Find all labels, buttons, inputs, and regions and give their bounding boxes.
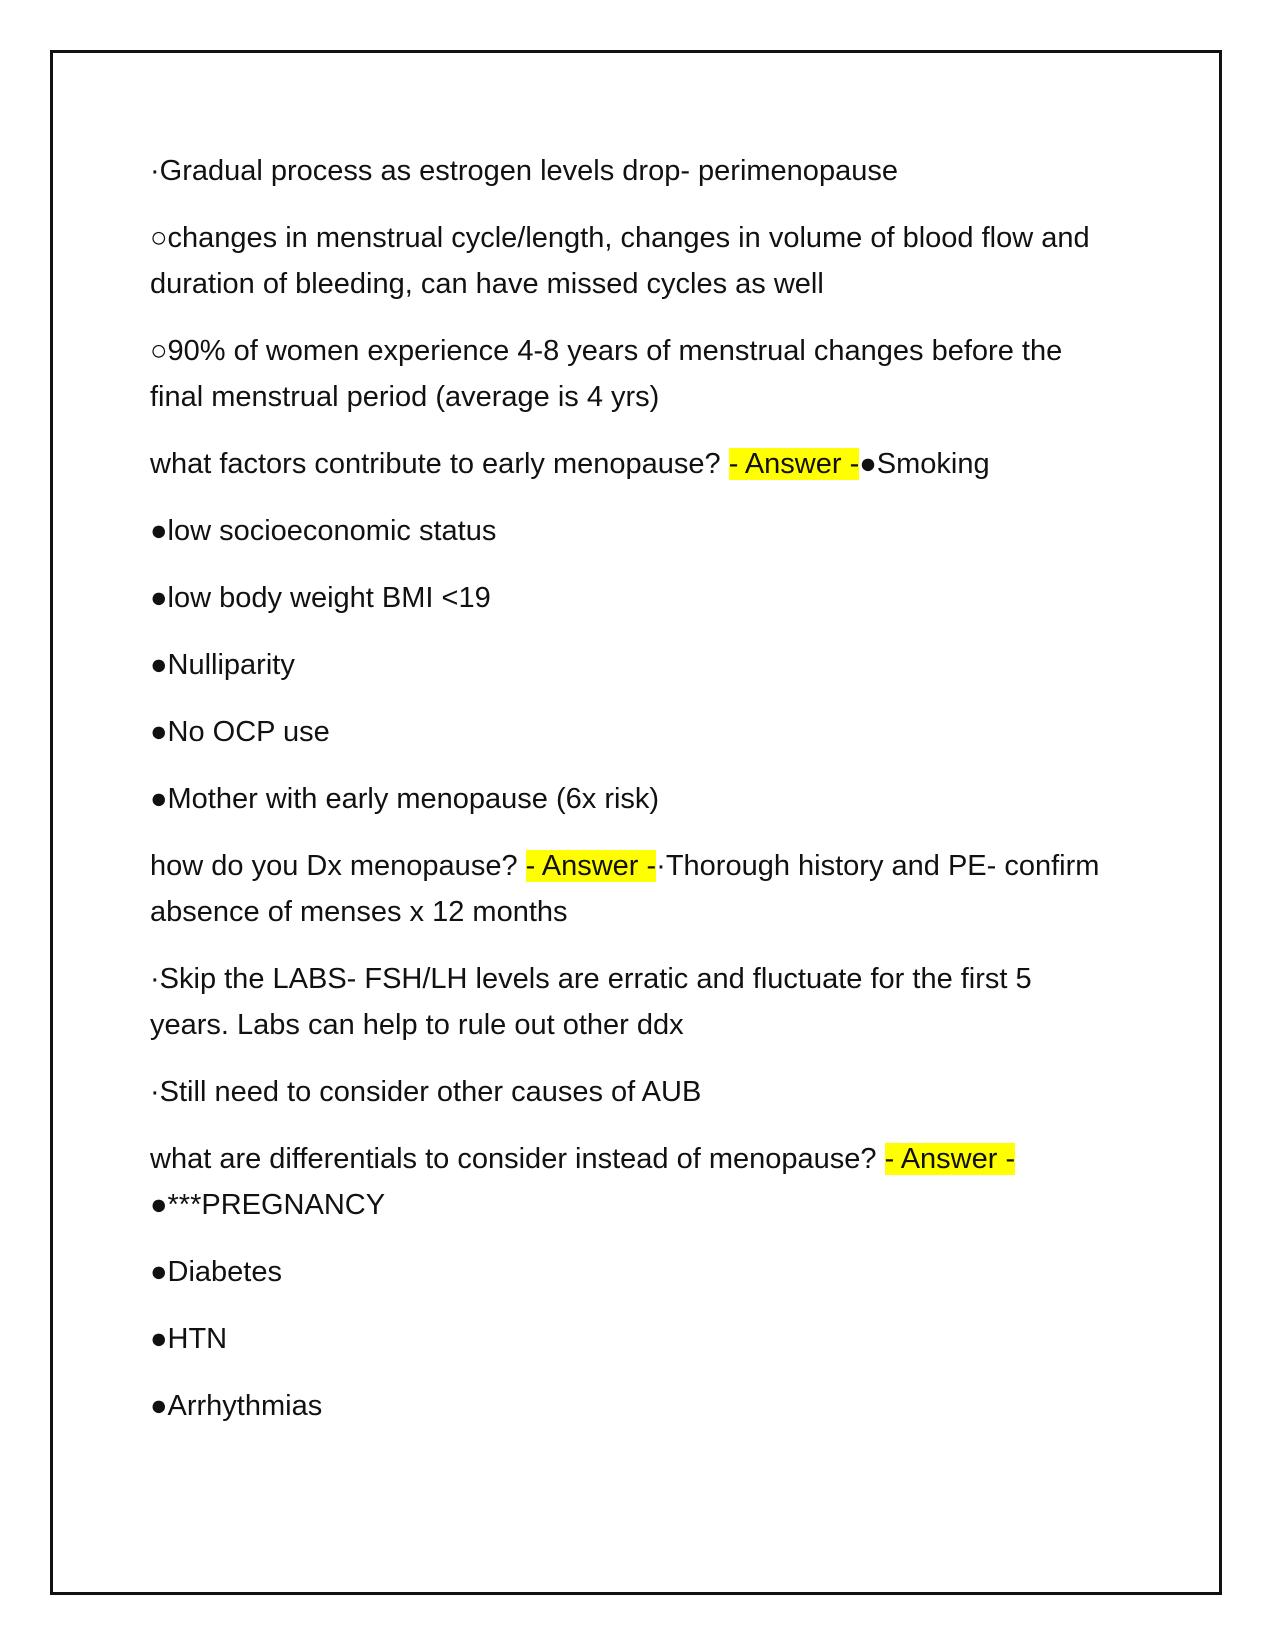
note-line [150,215,1110,307]
question-text: how do you Dx menopause? [150,850,526,882]
question-line [150,441,1110,487]
answer-marker-highlight: - Answer - [884,1143,1016,1175]
note-text: ●Nulliparity [150,649,295,681]
note-text: ·Gradual process as estrogen levels drop- perimenopause [150,155,898,187]
answer-marker-highlight: - Answer - [728,448,860,480]
note-line [150,1383,1110,1429]
note-line [150,575,1110,621]
answer-marker-highlight: - Answer - [525,850,657,882]
question-line [150,843,1110,935]
document-body [150,148,1110,1450]
note-line [150,1069,1110,1115]
note-text: ●low socioeconomic status [150,515,497,547]
answer-text: ·Thorough history and PE- confirm absence of menses x 12 months [150,850,1100,928]
answer-text: ●Smoking [859,448,990,480]
note-line [150,508,1110,554]
answer-text: ●***PREGNANCY [150,1189,386,1221]
note-line [150,328,1110,420]
note-text: ●HTN [150,1323,228,1355]
note-line [150,148,1110,194]
note-line [150,642,1110,688]
note-text: ●Arrhythmias [150,1390,323,1422]
note-line [150,776,1110,822]
note-text: ●Diabetes [150,1256,282,1288]
note-text: ●Mother with early menopause (6x risk) [150,783,660,815]
question-text: what factors contribute to early menopause? [150,448,729,480]
note-text: ○90% of women experience 4-8 years of menstrual changes before the final menstrual period (average is 4 yrs) [150,335,1063,413]
note-line [150,956,1110,1048]
note-line [150,1316,1110,1362]
note-line [150,709,1110,755]
note-text: ·Skip the LABS- FSH/LH levels are erratic and fluctuate for the first 5 years. Labs can help to rule out other ddx [150,963,1032,1041]
note-text: ●low body weight BMI <19 [150,582,491,614]
question-line [150,1136,1110,1228]
note-line [150,1249,1110,1295]
note-text: ○changes in menstrual cycle/length, changes in volume of blood flow and duration of bleeding, can have missed cycles as well [150,222,1090,300]
question-text: what are differentials to consider instead of menopause? [150,1143,885,1175]
note-text: ●No OCP use [150,716,330,748]
note-text: ·Still need to consider other causes of AUB [150,1076,702,1108]
